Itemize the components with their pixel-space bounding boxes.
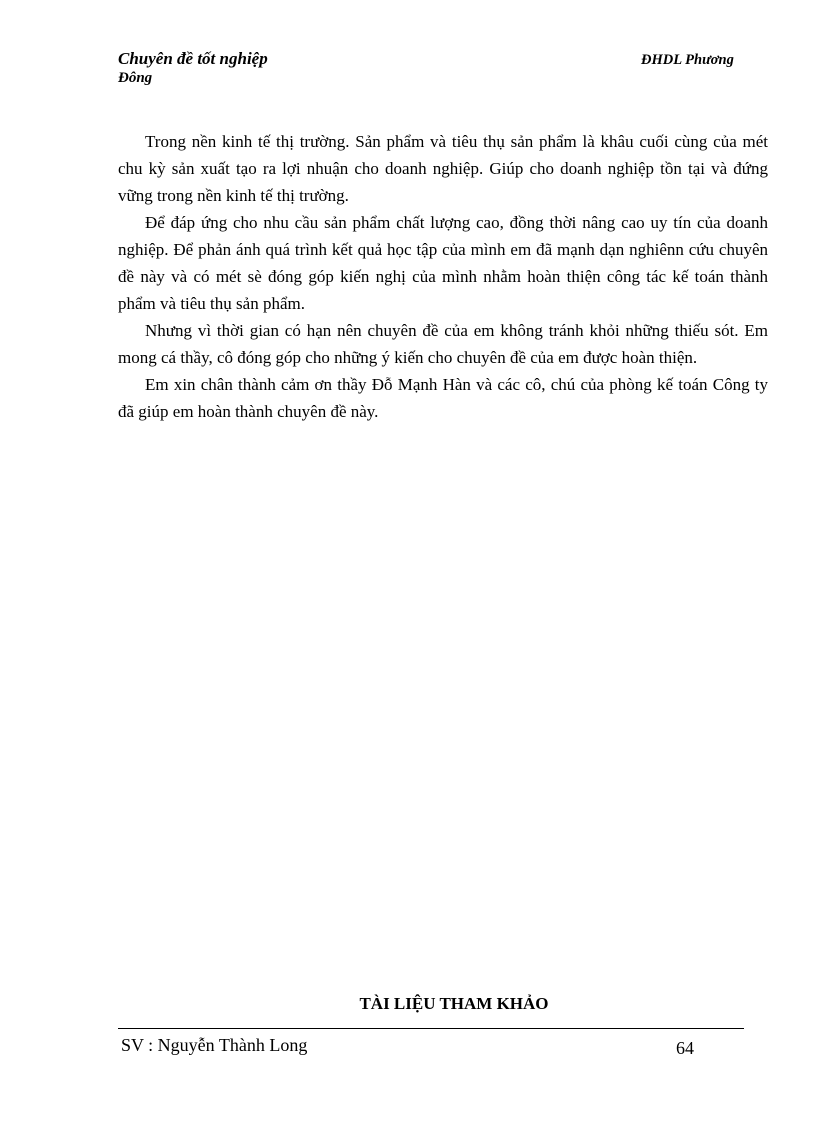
paragraph-2: Để đáp ứng cho nhu cầu sản phẩm chất lượng cao, đồng thời nâng cao uy tín của doanh nghiệp. Để phản ánh quá trình kết quả học tập của mình em đã mạnh dạn nghiênn cứu chuyên đề này và có mét sè đóng góp kiến nghị của mình nhằm hoàn thiện công tác kế toán thành phẩm và tiêu thụ sản phẩm. [118, 213, 768, 313]
footer-divider [118, 1028, 744, 1029]
paragraph-4: Em xin chân thành cảm ơn thầy Đỗ Mạnh Hàn và các cô, chú của phòng kế toán Công ty đã giúp em hoàn thành chuyên đề này. [118, 375, 768, 421]
page-header-topic [118, 48, 268, 88]
paragraph-3: Nhưng vì thời gian có hạn nên chuyên đề của em không tránh khỏi những thiếu sót. Em mong cá thầy, cô đóng góp cho những ý kiến cho chuyên đề của em được hoàn thiện. [118, 321, 768, 367]
header-topic-title: Chuyên đề tốt nghiệp [118, 49, 268, 68]
footer-student-name: SV : Nguyễn Thành Long [121, 1035, 308, 1055]
paragraph-1: Trong nền kinh tế thị trường. Sản phẩm và tiêu thụ sản phẩm là khâu cuối cùng của mét chu kỳ sản xuất tạo ra lợi nhuận cho doanh nghiệp. Giúp cho doanh nghiệp tồn tại và đứng vững trong nền kinh tế thị trường. [118, 132, 768, 205]
conclusion-text [118, 128, 768, 425]
header-topic-continuation: Đông [118, 70, 153, 86]
header-school-name: ĐHDL Phương [641, 52, 734, 68]
references-heading: TÀI LIỆU THAM KHẢO [359, 994, 549, 1013]
page-number: 64 [676, 1038, 694, 1058]
